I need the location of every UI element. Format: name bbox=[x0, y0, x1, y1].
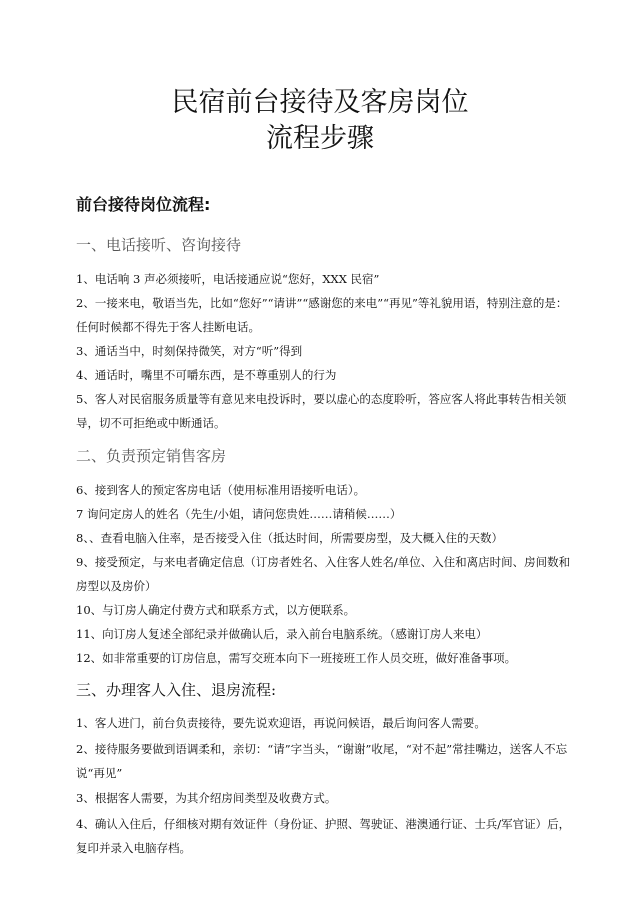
list-item: 11、向订房人复述全部纪录并做确认后，录入前台电脑系统。（感谢订房人来电） bbox=[76, 627, 488, 641]
subsection-heading-checkin: 三、办理客人入住、退房流程: bbox=[76, 681, 277, 699]
list-item: 8、、查看电脑入住率，是否接受入住（抵达时间，所需要房型，及大概入住的天数） bbox=[76, 531, 504, 545]
list-item: 5、客人对民宿服务质量等有意见来电投诉时，要以虚心的态度聆听，答应客人将此事转告相关领导，切不可拒绝或中断通话。 bbox=[76, 392, 567, 430]
document-title-line2: 流程步骤 bbox=[266, 123, 374, 154]
subsection-heading-phone: 一、电话接听、咨询接待 bbox=[76, 236, 242, 254]
list-item: 1、电话响 3 声必须接听，电话接通应说“您好，XXX 民宿” bbox=[76, 272, 380, 286]
list-item: 6、接到客人的预定客房电话（使用标准用语接听电话）。 bbox=[76, 483, 366, 497]
list-item: 2、一接来电，敬语当先，比如“您好”“请讲”“感谢您的来电”“再见”等礼貌用语，特别注意的是：任何时候都不得先于客人挂断电话。 bbox=[76, 296, 568, 334]
list-item: 9、接受预定，与来电者确定信息（订房者姓名、入住客人姓名/单位、入住和离店时间、房间数和房型以及房价） bbox=[76, 555, 571, 593]
list-item: 4、确认入住后，仔细核对期有效证件（身份证、护照、驾驶证、港澳通行证、士兵/军官证）后，复印并录入电脑存档。 bbox=[76, 817, 571, 855]
section-title: 前台接待岗位流程: bbox=[76, 195, 211, 214]
list-item: 2、接待服务要做到语调柔和，亲切：“请”字当头，“谢谢”收尾，“对不起”常挂嘴边，送客人不忘说“再见” bbox=[76, 742, 568, 780]
list-item: 1、客人进门，前台负责接待，要先说欢迎语，再说问候语，最后询问客人需要。 bbox=[76, 716, 486, 730]
document-title-line1: 民宿前台接待及客房岗位 bbox=[171, 87, 469, 118]
list-item: 3、通话当中，时刻保持微笑，对方“听”得到 bbox=[76, 344, 303, 358]
list-item: 3、根据客人需要，为其介绍房间类型及收费方式。 bbox=[76, 791, 337, 805]
subsection-heading-booking: 二、负责预定销售客房 bbox=[76, 447, 227, 465]
list-item: 7 询问定房人的姓名（先生/小姐，请问您贵姓……请稍候……） bbox=[76, 507, 402, 521]
list-item: 4、通话时，嘴里不可嚼东西，是不尊重别人的行为 bbox=[76, 368, 337, 382]
list-item: 10、与订房人确定付费方式和联系方式，以方便联系。 bbox=[76, 603, 356, 617]
list-item: 12、如非常重要的订房信息，需写交班本向下一班接班工作人员交班，做好准备事项。 bbox=[76, 651, 517, 665]
